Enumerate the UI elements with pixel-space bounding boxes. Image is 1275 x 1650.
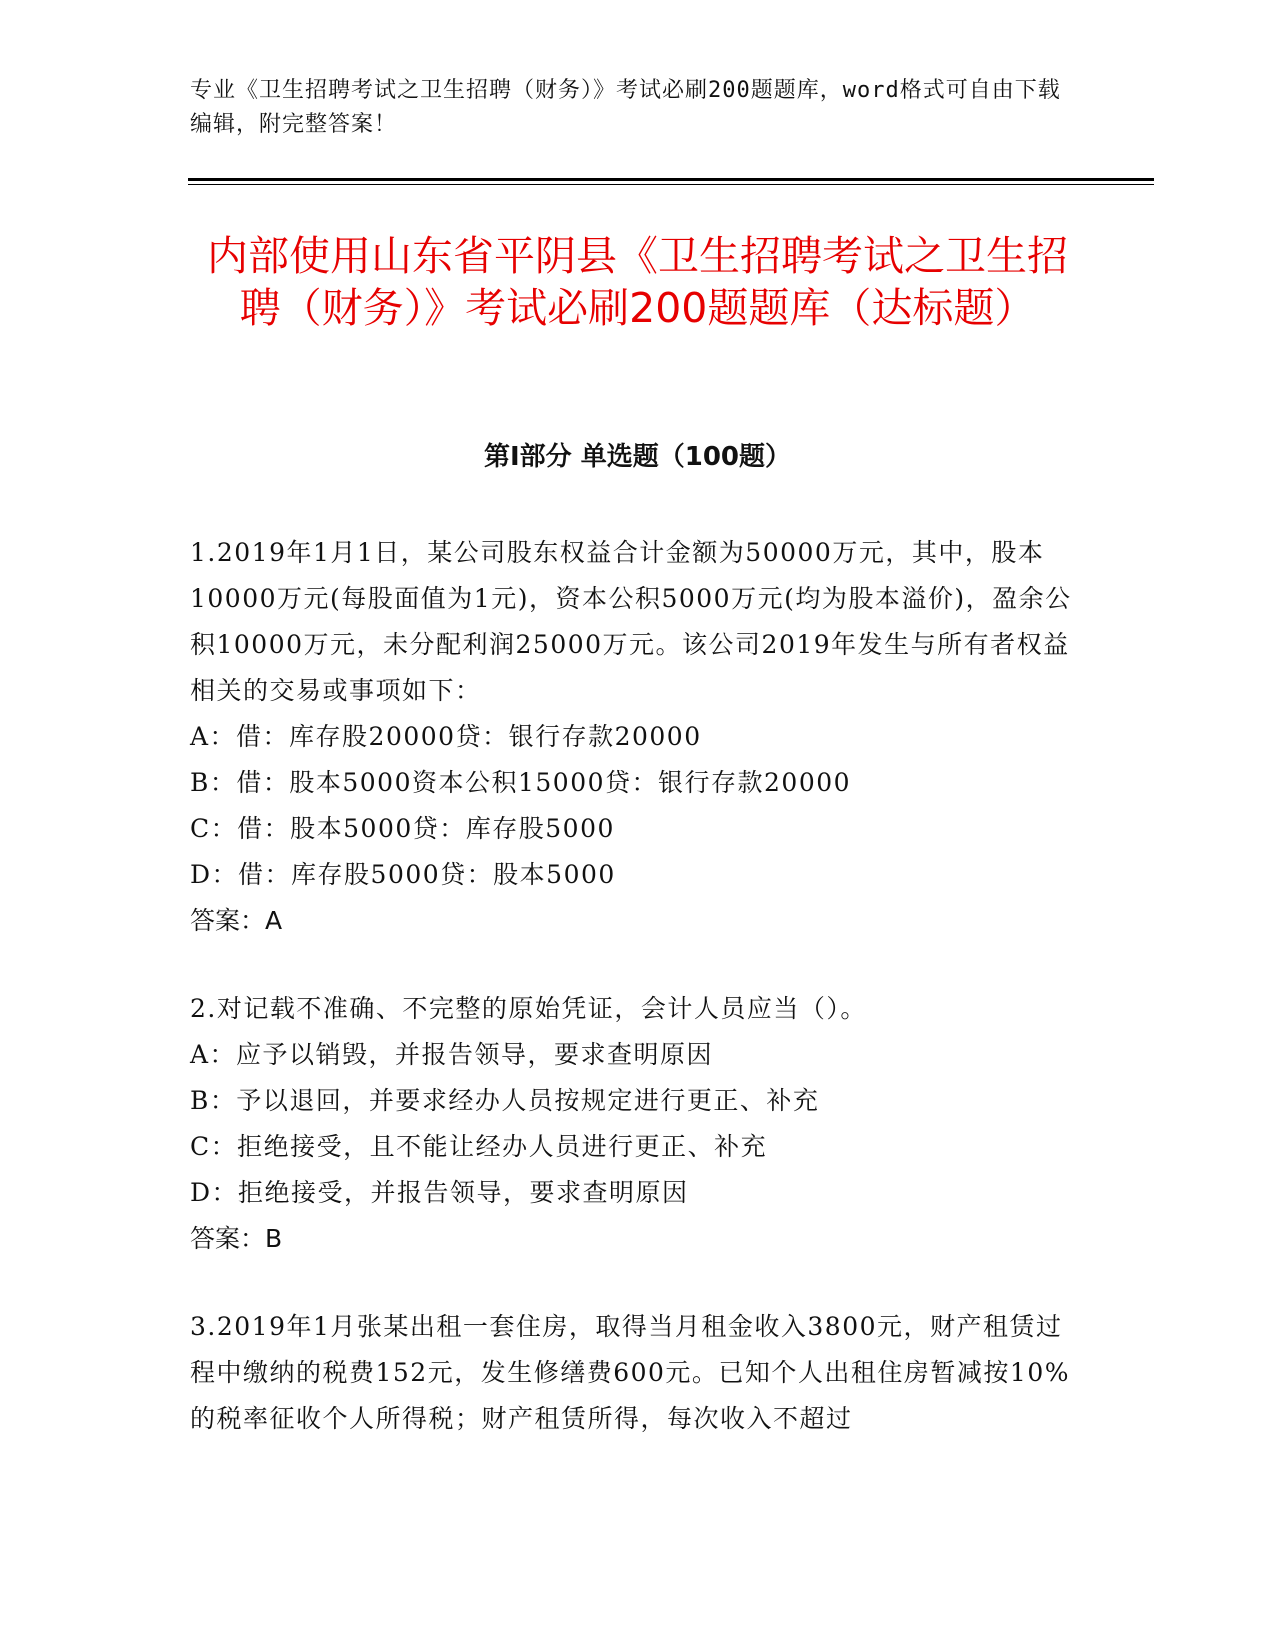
option-a: A：借：库存股20000贷：银行存款20000 — [190, 722, 702, 751]
option-c: C：拒绝接受，且不能让经办人员进行更正、补充 — [190, 1132, 768, 1161]
option-b: B：借：股本5000资本公积15000贷：银行存款20000 — [190, 768, 852, 797]
question-1 — [190, 530, 1085, 944]
question-stem: 2.对记载不准确、不完整的原始凭证，会计人员应当（）。 — [190, 994, 867, 1023]
section-title: 第Ⅰ部分 单选题（100题） — [484, 442, 791, 472]
option-d: D：借：库存股5000贷：股本5000 — [190, 860, 616, 889]
option-d: D：拒绝接受，并报告领导，要求查明原因 — [190, 1178, 689, 1207]
option-c: C：借：股本5000贷：库存股5000 — [190, 814, 615, 843]
answer: 答案：B — [190, 1224, 283, 1253]
question-stem: 3.2019年1月张某出租一套住房，取得当月租金收入3800元，财产租赁过程中缴纳的税费152元，发生修缮费600元。已知个人出租住房暂减按10%的税率征收个人所得税；财产租赁所得，每次收入不超过 — [190, 1312, 1071, 1433]
header-note: 专业《卫生招聘考试之卫生招聘（财务）》考试必刷200题题库，word格式可自由下载编辑，附完整答案！ — [190, 78, 1061, 137]
question-3 — [190, 1304, 1085, 1442]
option-a: A：应予以销毁，并报告领导，要求查明原因 — [190, 1040, 714, 1069]
question-stem: 1.2019年1月1日，某公司股东权益合计金额为50000万元，其中，股本10000万元(每股面值为1元)，资本公积5000万元(均为股本溢价)，盈余公积10000万元，未分配利润25000万元。该公司2019年发生与所有者权益相关的交易或事项如下： — [190, 538, 1072, 705]
answer: 答案：A — [190, 906, 283, 935]
question-2 — [190, 986, 1085, 1262]
header-divider-thin — [188, 184, 1154, 185]
question-list — [190, 530, 1085, 1484]
document-title: 内部使用山东省平阴县《卫生招聘考试之卫生招聘（财务）》考试必刷200题题库（达标题） — [207, 232, 1068, 332]
header-divider-thick — [188, 178, 1154, 181]
option-b: B：予以退回，并要求经办人员按规定进行更正、补充 — [190, 1086, 820, 1115]
